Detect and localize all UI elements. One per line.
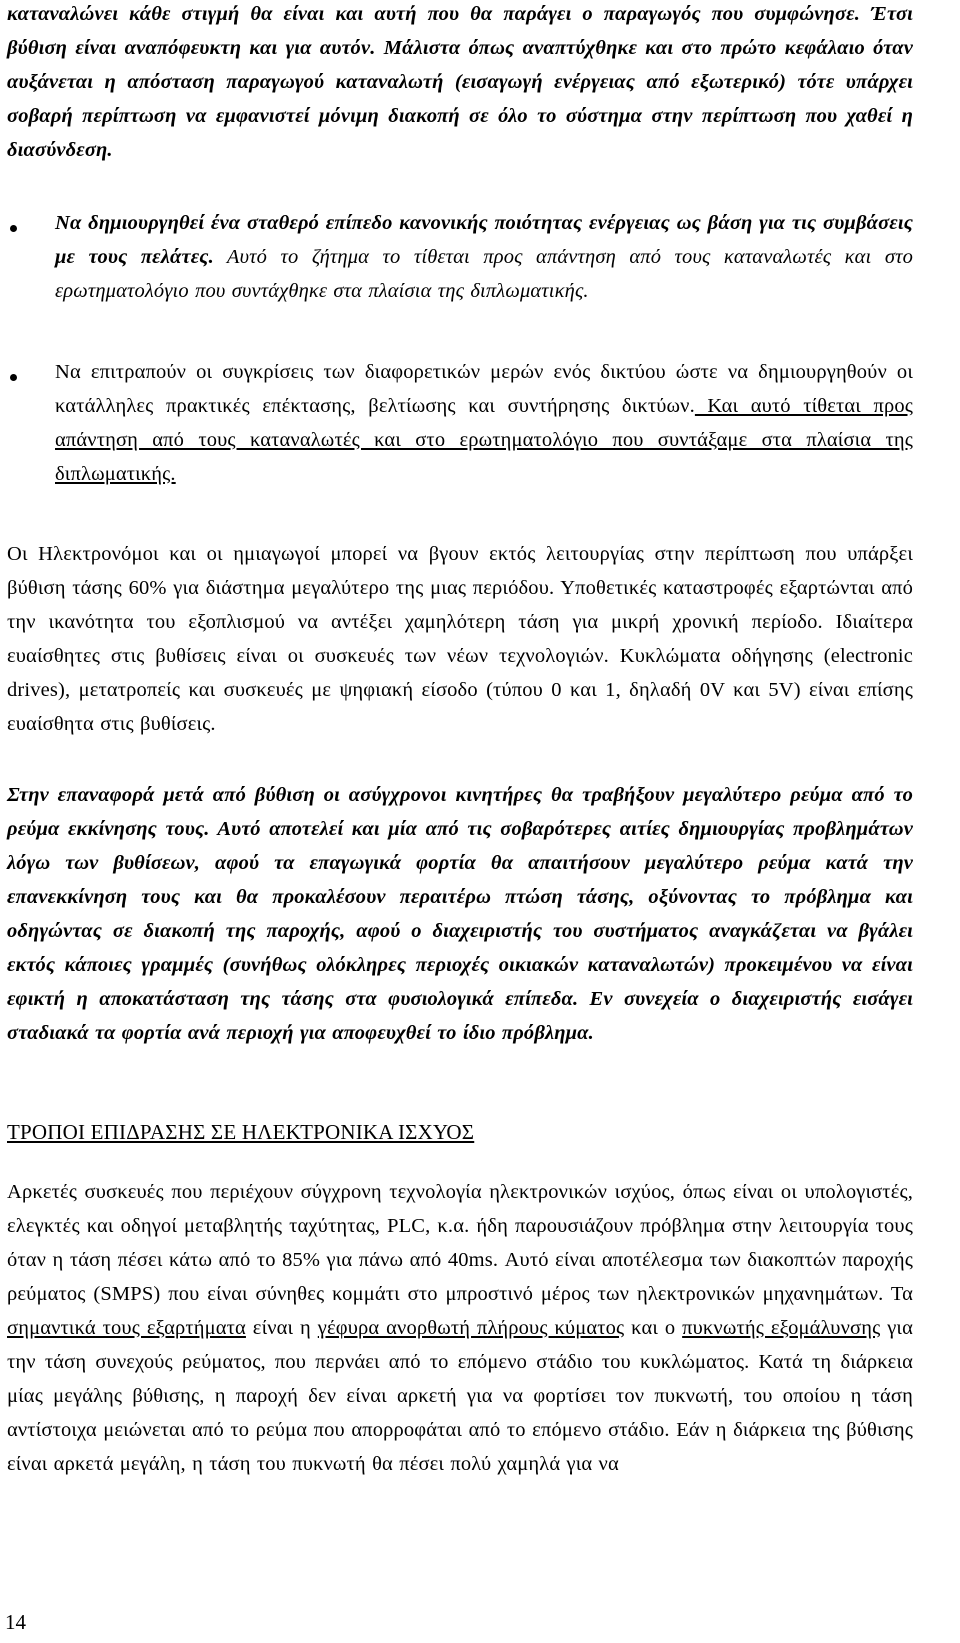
- section-heading: ΤΡΟΠΟΙ ΕΠΙΔΡΑΣΗΣ ΣΕ ΗΛΕΚΤΡΟΝΙΚΑ ΙΣΧΥΟΣ: [7, 1120, 475, 1144]
- bullet-plain-text: Να επιτραπούν οι συγκρίσεις των διαφορετικών μερών ενός δικτύου ώστε να δημιουργηθούν οι κατάλληλες πρακτικές επέκτασης, βελτίωσης και συντήρησης δικτύων.: [55, 361, 913, 417]
- bullet-item-comparisons: [55, 355, 913, 491]
- paragraph-text: για την τάση συνεχούς ρεύματος, που περνάει από το επόμενο στάδιο του κυκλώματος. Κατά τη διάρκεια μίας μεγάλης βύθισης, η παροχή δεν είναι αρκετή για να φορτίσει τον πυκνωτή, του οποίου η τάση αντίστοιχα μειώνεται από το ρεύμα που απορροφάται από το επόμενο στάδιο. Εάν η διάρκεια της βύθισης είναι αρκετά μεγάλη, η τάση του πυκνωτή θα πέσει πολύ χαμηλά για να: [7, 1317, 913, 1475]
- bullet-item-quality: [55, 206, 913, 308]
- underlined-term: σημαντικά τους εξαρτήματα: [7, 1317, 246, 1339]
- underlined-term: πυκνωτής εξομάλυνσης: [682, 1317, 881, 1339]
- paragraph-power-electronics: [7, 1175, 913, 1481]
- bullet-underlined-text: Και αυτό τίθεται προς απάντηση από τους καταναλωτές και στο ερωτηματολόγιο που συντάξαμε στα πλαίσια της διπλωματικής.: [55, 395, 913, 485]
- paragraph-motors: Στην επαναφορά μετά από βύθιση οι ασύγχρονοι κινητήρες θα τραβήξουν μεγαλύτερο ρεύμα από το ρεύμα εκκίνησης τους. Αυτό αποτελεί και μία από τις σοβαρότερες αιτίες δημιουργίας προβλημάτων λόγω των βυθίσεων, αφού τα επαγωγικά φορτία θα απαιτήσουν μεγαλύτερο ρεύμα κατά την επανεκκίνηση τους και θα προκαλέσουν περαιτέρω πτώση τάσης, οξύνοντας το πρόβλημα και οδηγώντας σε διακοπή της παροχής, αφού ο διαχειριστής του συστήματος αναγκάζεται να βγάλει εκτός κάποιες γραμμές (συνήθως ολόκληρες περιοχές οικιακών καταναλωτών) προκειμένου να είναι εφικτή η αποκατάσταση της τάσης στα φυσιολογικά επίπεδα. Εν συνεχεία ο διαχειριστής εισάγει σταδιακά τα φορτία ανά περιοχή για αποφευχθεί το ίδιο πρόβλημα.: [7, 784, 913, 1044]
- bullet-italic-text: Αυτό το ζήτημα το τίθεται προς απάντηση από τους καταναλωτές και στο ερωτηματολόγιο που συντάχθηκε στα πλαίσια της διπλωματικής.: [55, 246, 913, 302]
- intro-paragraph: καταναλώνει κάθε στιγμή θα είναι και αυτή που θα παράγει ο παραγωγός που συμφώνησε. Έτσι βύθιση είναι αναπόφευκτη και για αυτόν. Μάλιστα όπως αναπτύχθηκε και στο πρώτο κεφάλαιο όταν αυξάνεται η απόσταση παραγωγού καταναλωτή (εισαγωγή ενέργειας από εξωτερικό) τότε υπάρχει σοβαρή περίπτωση να εμφανιστεί μόνιμη διακοπή σε όλο το σύστημα στην περίπτωση που χαθεί η διασύνδεση.: [7, 3, 913, 161]
- underlined-term: γέφυρα ανορθωτή πλήρους κύματος: [317, 1317, 625, 1339]
- paragraph-text: και ο: [624, 1317, 683, 1339]
- paragraph-electronics: Οι Ηλεκτρονόμοι και οι ημιαγωγοί μπορεί να βγουν εκτός λειτουργίας στην περίπτωση που υπάρξει βύθιση τάσης 60% για διάστημα μεγαλύτερο της μιας περιόδου. Υποθετικές καταστροφές εξαρτώνται από την ικανότητα του εξοπλισμού να αντέξει χαμηλότερη τάση για μικρή χρονική περίοδο. Ιδιαίτερα ευαίσθητες στις βυθίσεις είναι οι συσκευές των νέων τεχνολογιών. Κυκλώματα οδήγησης (electronic drives), μετατροπείς και συσκευές με ψηφιακή είσοδο (τύπου 0 και 1, δηλαδή 0V και 5V) είναι επίσης ευαίσθητα στις βυθίσεις.: [7, 543, 913, 735]
- paragraph-text: Αρκετές συσκευές που περιέχουν σύγχρονη τεχνολογία ηλεκτρονικών ισχύος, όπως είναι οι υπολογιστές, ελεγκτές και οδηγοί μεταβλητής ταχύτητας, PLC, κ.α. ήδη παρουσιάζουν πρόβλημα στην λειτουργία τους όταν η τάση πέσει κάτω από το 85% για πάνω από 40ms. Αυτό είναι αποτέλεσμα των διακοπτών παροχής ρεύματος (SMPS) που είναι σύνηθες κομμάτι στο μπροστινό μέρος των ηλεκτρονικών μηχανημάτων. Τα: [7, 1181, 913, 1305]
- paragraph-text: είναι η: [245, 1317, 318, 1339]
- bullet-icon: [10, 374, 17, 381]
- bullet-icon: [10, 225, 17, 232]
- bullet-bold-text: Να δημιουργηθεί ένα σταθερό επίπεδο κανονικής ποιότητας ενέργειας ως βάση για τις συμβάσεις με τους πελάτες.: [55, 212, 913, 268]
- page-number: 14: [5, 1610, 26, 1634]
